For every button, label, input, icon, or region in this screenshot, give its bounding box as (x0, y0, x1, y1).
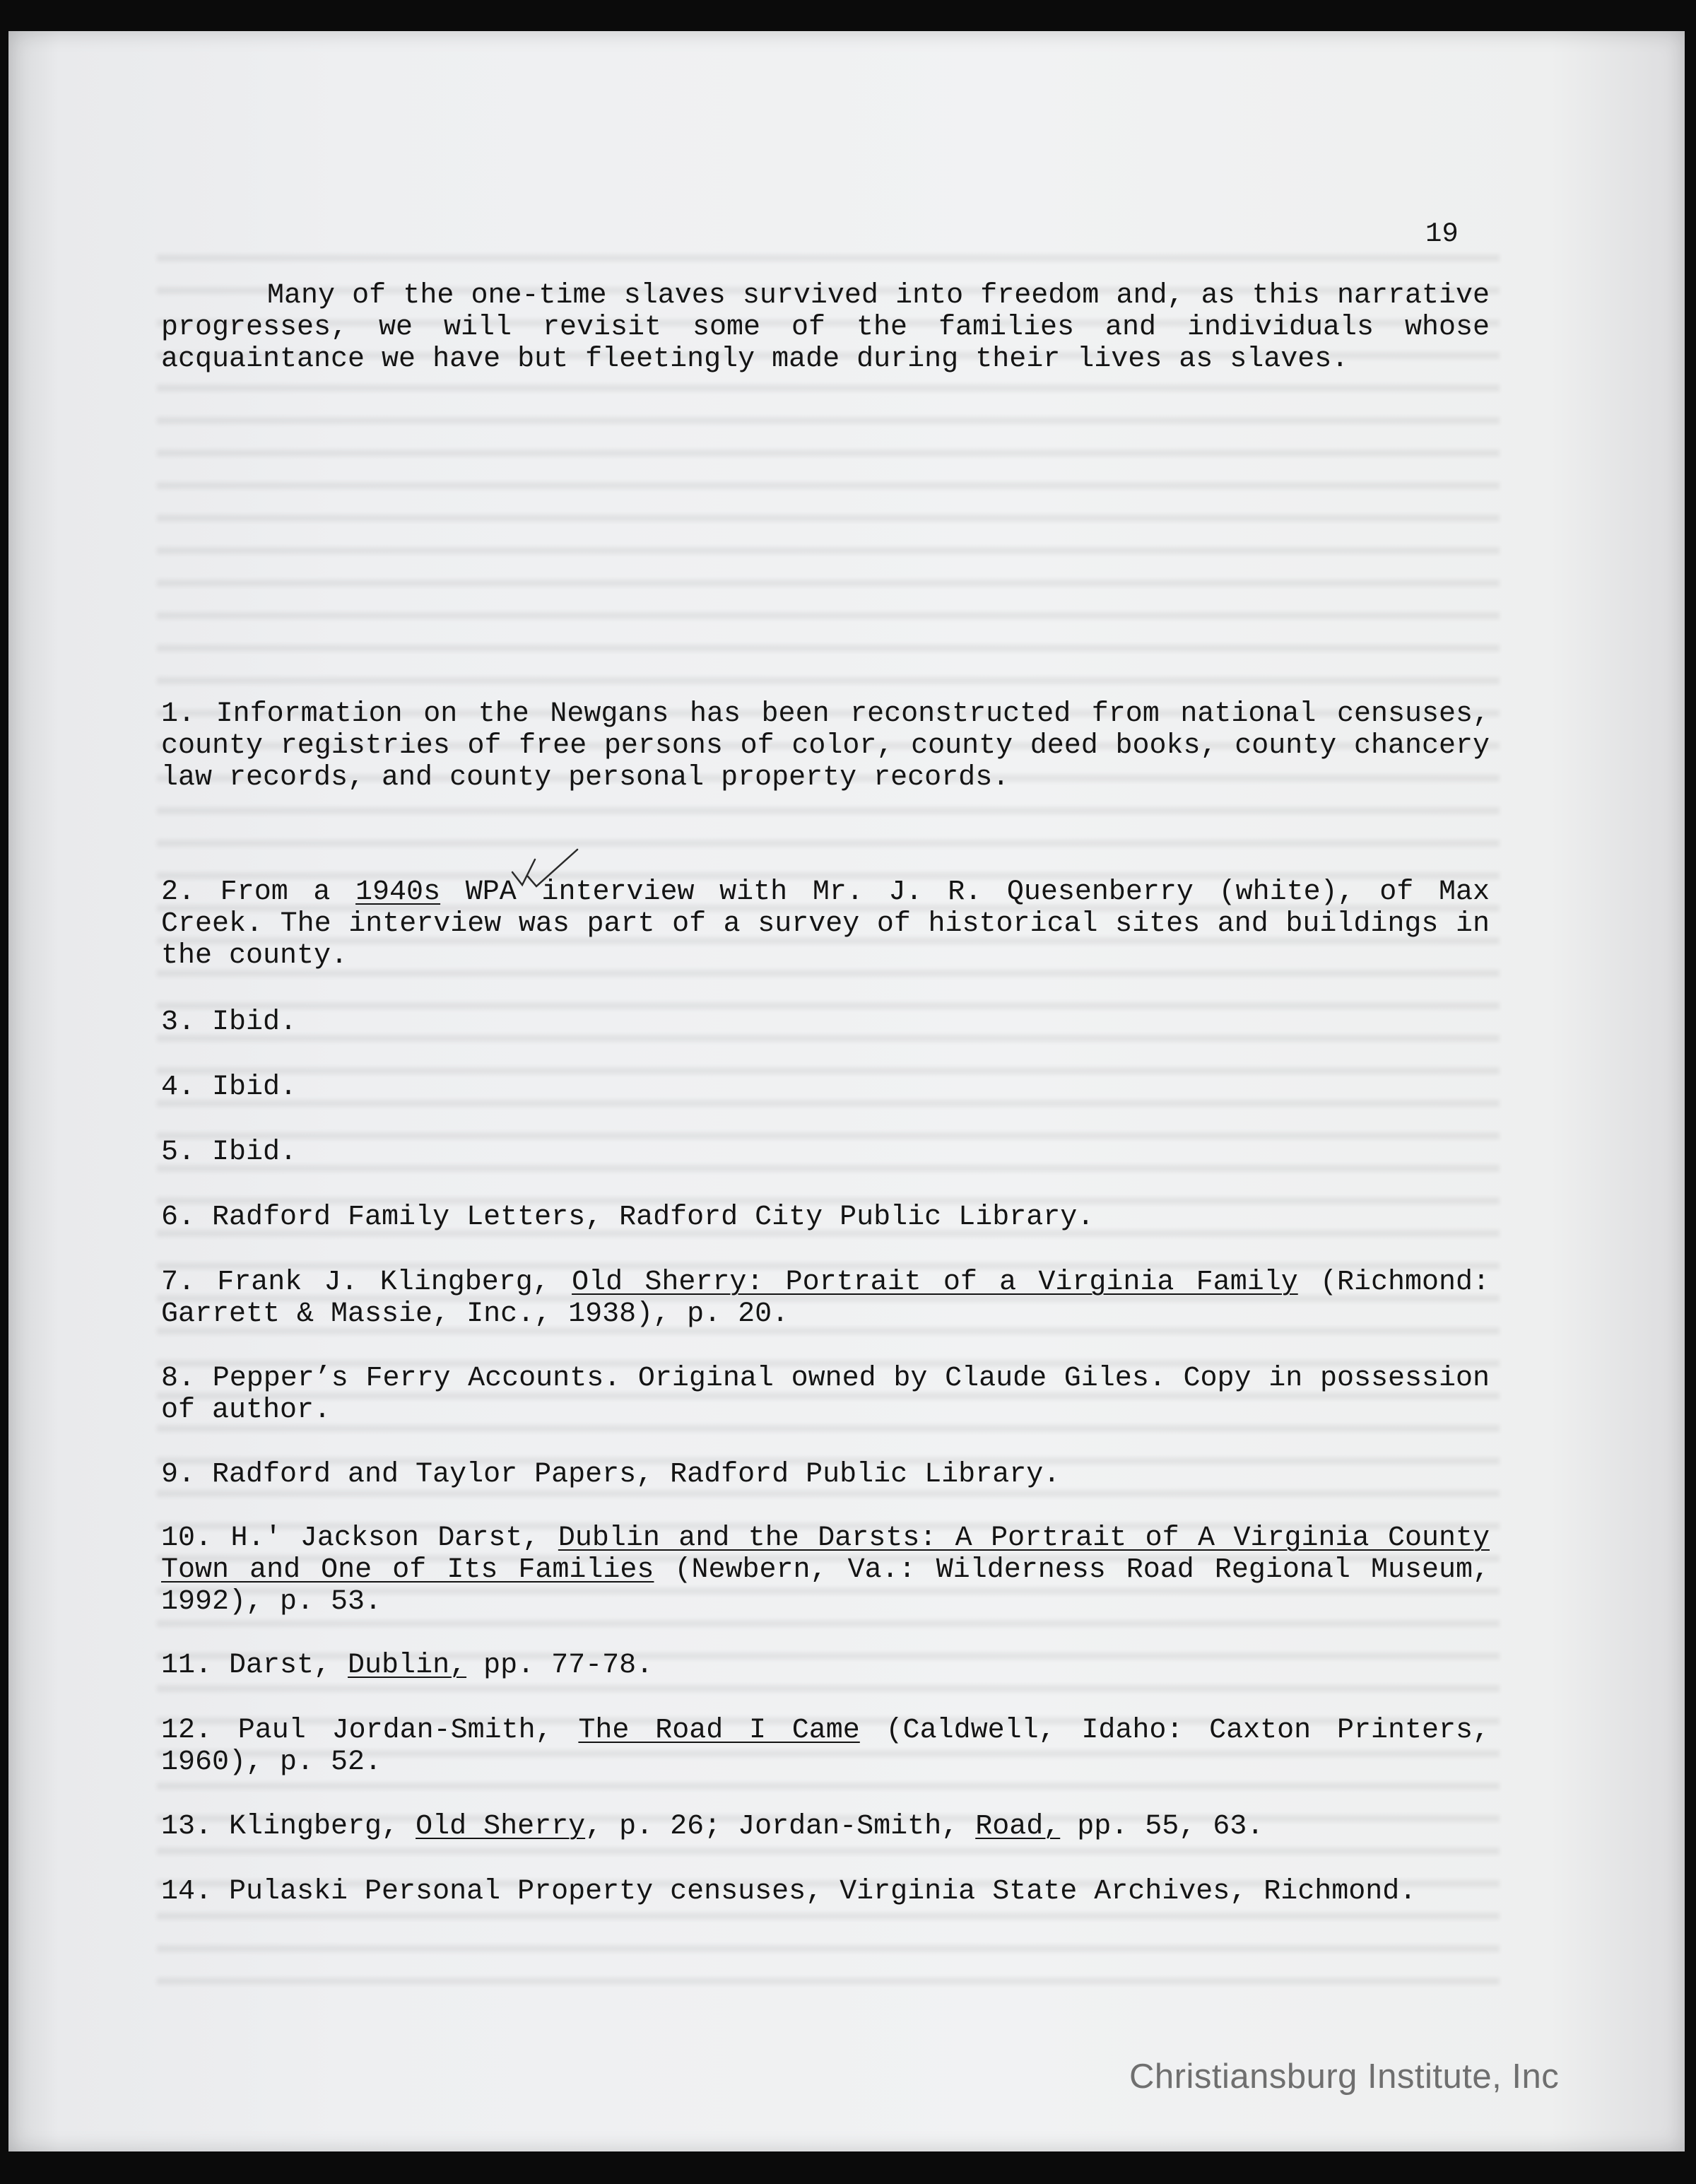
footnote-10-title: Dublin and the Darsts: A Portrait of A Virginia County Town and One of Its Families (161, 1522, 1490, 1586)
footnote-12 (161, 1715, 1490, 1778)
footnote-8: 8. Pepper’s Ferry Accounts. Original owned by Claude Giles. Copy in possession of author. (161, 1363, 1490, 1426)
footnote-6: 6. Radford Family Letters, Radford City Public Library. (161, 1202, 1095, 1233)
footnote-10 (161, 1522, 1490, 1618)
watermark-text: Christiansburg Institute, Inc (1129, 2057, 1560, 2096)
footnote-13 (161, 1811, 1490, 1843)
footnote-13-title-1: Old Sherry (416, 1811, 586, 1843)
footnote-11-title: Dublin, (348, 1650, 467, 1681)
footnote-13-rest: pp. 55, 63. (1060, 1811, 1264, 1843)
footnote-7 (161, 1267, 1490, 1330)
footnote-7-title: Old Sherry: Portrait of a Virginia Family (572, 1267, 1298, 1298)
footnote-13-title-2: Road, (975, 1811, 1061, 1843)
footnote-2-rest: WPA interview with Mr. J. R. Quesenberry (white), of Max Creek. The interview was part of a survey of historical sites and buildings in the county. (161, 876, 1490, 972)
footnote-12-lead: 12. Paul Jordan-Smith, (161, 1715, 579, 1746)
footnote-4: 4. Ibid. (161, 1072, 298, 1103)
footnote-10-rest: (Newbern, Va.: Wilderness Road Regional Museum, 1992), p. 53. (161, 1554, 1490, 1618)
footnote-7-lead: 7. Frank J. Klingberg, (161, 1267, 572, 1298)
footnote-9: 9. Radford and Taylor Papers, Radford Public Library. (161, 1459, 1061, 1491)
page-number: 19 (1425, 218, 1459, 249)
footnote-11 (161, 1650, 1490, 1681)
footnote-14: 14. Pulaski Personal Property censuses, Virginia State Archives, Richmond. (161, 1876, 1417, 1908)
footnote-13-lead: 13. Klingberg, (161, 1811, 416, 1843)
footnote-1: 1. Information on the Newgans has been reconstructed from national censuses, county registries of free persons of color, county deed books, county chancery law records, and county personal property records. (161, 698, 1490, 794)
footnote-12-rest: (Caldwell, Idaho: Caxton Printers, 1960), p. 52. (161, 1715, 1490, 1778)
intro-paragraph: Many of the one-time slaves survived into freedom and, as this narrative progresses, we will revisit some of the families and individuals whose acquaintance we have but fleetingly made during their lives as slaves. (161, 280, 1490, 375)
footnote-10-lead: 10. H.' Jackson Darst, (161, 1522, 558, 1554)
footnote-12-title: The Road I Came (578, 1715, 860, 1746)
footnote-2-underlined-date: 1940s (355, 876, 441, 908)
footnote-2-lead: 2. From a (161, 876, 356, 908)
footnote-7-rest: (Richmond: Garrett & Massie, Inc., 1938), p. 20. (161, 1267, 1490, 1330)
footnote-11-lead: 11. Darst, (161, 1650, 348, 1681)
footnote-2 (161, 876, 1490, 972)
footnote-3: 3. Ibid. (161, 1006, 298, 1038)
page-content (8, 31, 1685, 2151)
footnote-13-middle: , p. 26; Jordan-Smith, (585, 1811, 976, 1843)
document-page (8, 31, 1685, 2151)
footnote-5: 5. Ibid. (161, 1137, 298, 1168)
footnote-11-rest: pp. 77-78. (466, 1650, 654, 1681)
